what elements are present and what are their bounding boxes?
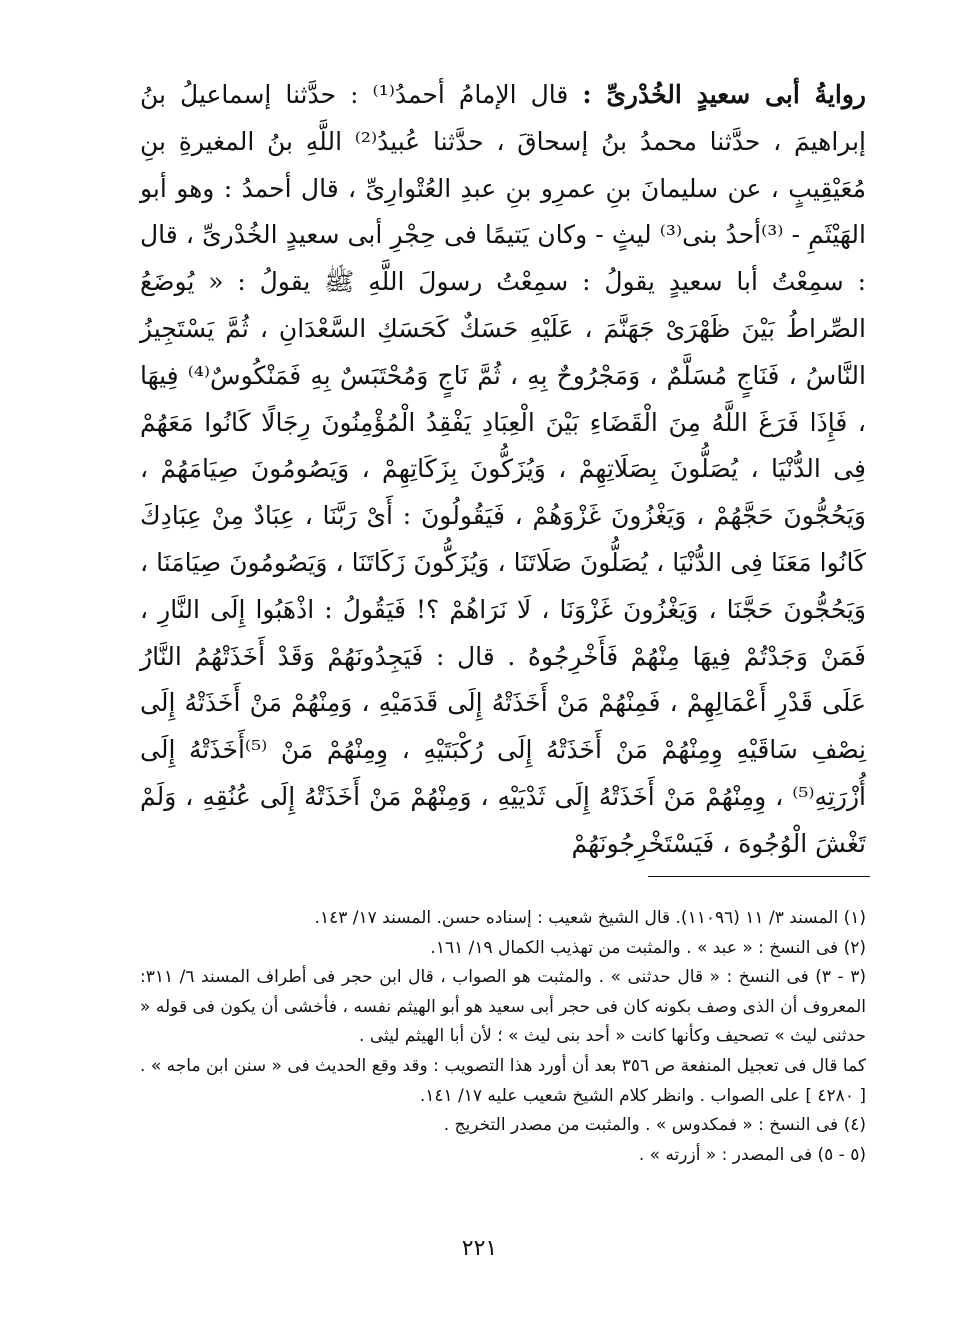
main-text-block — [140, 72, 866, 868]
footnote-5: (٥ - ٥) فى المصدر : « أزرته » . — [638, 1144, 866, 1165]
hadith-paragraph — [140, 72, 866, 868]
footnote-3: (٣ - ٣) فى النسخ : « قال حدثنى » . والمثبت هو الصواب ، قال ابن حجر فى أطراف المسند ٦/ ٣١١: المعروف أن الذى وصف بكونه كان فى حجر أبى سعيد هو أبو الهيثم نفسه ، فأخشى أن يكون فى قوله « حدثنى ليث » تصحيف وكأنها كانت « أحد بنى ليث » ؛ لأن أبا الهيثم ليثى . — [140, 967, 866, 1047]
footnote-1: (١) المسند ٣/ ١١ (١١٠٩٦). قال الشيخ شعيب : إسناده حسن. المسند ١٧/ ١٤٣. — [314, 908, 866, 928]
footnote-3-continuation: كما قال فى تعجيل المنفعة ص ٣٥٦ بعد أن أورد هذا التصويب : وقد وقع الحديث فى « سنن ابن ماجه » . [ ٤٢٨٠ ] على الصواب . وانظر كلام الشيخ شعيب عليه ١٧/ ١٤١. — [140, 1055, 867, 1106]
page-number: ٢٢١ — [461, 1236, 498, 1261]
footnote-separator — [648, 876, 870, 877]
footnotes — [140, 904, 866, 1170]
hadith-text: قال الإمامُ أحمدُ⁽¹⁾ : حدَّثنا إسماعيلُ بنُ إبراهيمَ ، حدَّثنا محمدُ بنُ إسحاقَ ، حدَّثنا عُبيدُ⁽²⁾ اللَّهِ بنُ المغيرةِ بنِ مُعَيْقِيبٍ ، عن سليمانَ بنِ عمرِو بنِ عبدِ العُتْوارِىِّ ، قال أحمدُ : وهو أبو الهَيْثَمِ - ⁽³⁾أحدُ بنى⁽³⁾ ليثٍ - وكان يَتيمًا فى حِجْرِ أبى سعيدٍ الخُدْرىِّ ، قال : سمِعْتُ أبا سعيدٍ يقولُ : سمِعْتُ رسولَ اللَّهِ ﷺ يقولُ : « يُوضَعُ الصِّراطُ بَيْنَ ظَهْرَىْ جَهَنَّمَ ، عَلَيْهِ حَسَكٌ كَحَسَكِ السَّعْدَانِ ، ثُمَّ يَسْتَجِيزُ النَّاسُ ، فَنَاجٍ مُسَلَّمٌ ، وَمَجْرُوحٌ بِهِ ، ثُمَّ نَاجٍ وَمُحْتَبَسٌ بِهِ فَمَنْكُوسٌ⁽⁴⁾ فِيهَا ، فَإِذَا فَرَغَ اللَّهُ مِنَ الْقَضَاءِ بَيْنَ الْعِبَادِ يَفْقِدُ الْمُؤْمِنُونَ رِجَالًا كَانُوا مَعَهُمْ فِى الدُّنْيَا ، يُصَلُّونَ بِصَلَاتِهِمْ ، وَيُزَكُّونَ بِزَكَاتِهِمْ ، وَيَصُومُونَ صِيَامَهُمْ ، وَيَحُجُّونَ حَجَّهُمْ ، وَيَغْزُونَ غَزْوَهُمْ ، فَيَقُولُونَ : أَىْ رَبَّنَا ، عِبَادٌ مِنْ عِبَادِكَ كَانُوا مَعَنَا فِى الدُّنْيَا ، يُصَلُّونَ صَلَاتَنَا ، وَيُزَكُّونَ زَكَاتَنَا ، وَيَصُومُونَ صِيَامَنَا ، وَيَحُجُّونَ حَجَّنَا ، وَيَغْزُونَ غَزْوَنَا ، لَا نَرَاهُمْ ؟! فَيَقُولُ : اذْهَبُوا إِلَى النَّارِ ، فَمَنْ وَجَدْتُمْ فِيهَا مِنْهُمْ فَأَخْرِجُوهُ . قال : فَيَجِدُونَهُمْ وَقَدْ أَخَذَتْهُمُ النَّارُ عَلَى قَدْرِ أَعْمَالِهِمْ ، فَمِنْهُمْ مَنْ أَخَذَتْهُ إِلَى قَدَمَيْهِ ، وَمِنْهُمْ مَنْ أَخَذَتْهُ إِلَى نِصْفِ سَاقَيْهِ وِمِنْهُمْ مَنْ أَخَذَتْهُ إِلَى رُكْبَتَيْهِ ، وِمِنْهُمْ مَنْ ⁽⁵⁾أَخَذَتْهُ إِلَى أُزْرَتِهِ⁽⁵⁾ ، وِمِنْهُمْ مَنْ أَخَذَتْهُ إِلَى ثَدْيَيْهِ ، وَمِنْهُمْ مَنْ أَخَذَتْهُ إِلَى عُنُقِهِ ، وَلَمْ تَغْشَ الْوُجُوهَ ، فَيَسْتَخْرِجُونَهُمْ — [140, 80, 867, 858]
footnote-4: (٤) فى النسخ : « فمكدوس » . والمثبت من مصدر التخريج . — [443, 1115, 866, 1136]
section-heading: روايةُ أبى سعيدٍ الخُدْرىِّ : — [582, 80, 866, 109]
footnote-2: (٢) فى النسخ : « عبد » . والمثبت من تهذيب الكمال ١٩/ ١٦١. — [430, 937, 866, 958]
